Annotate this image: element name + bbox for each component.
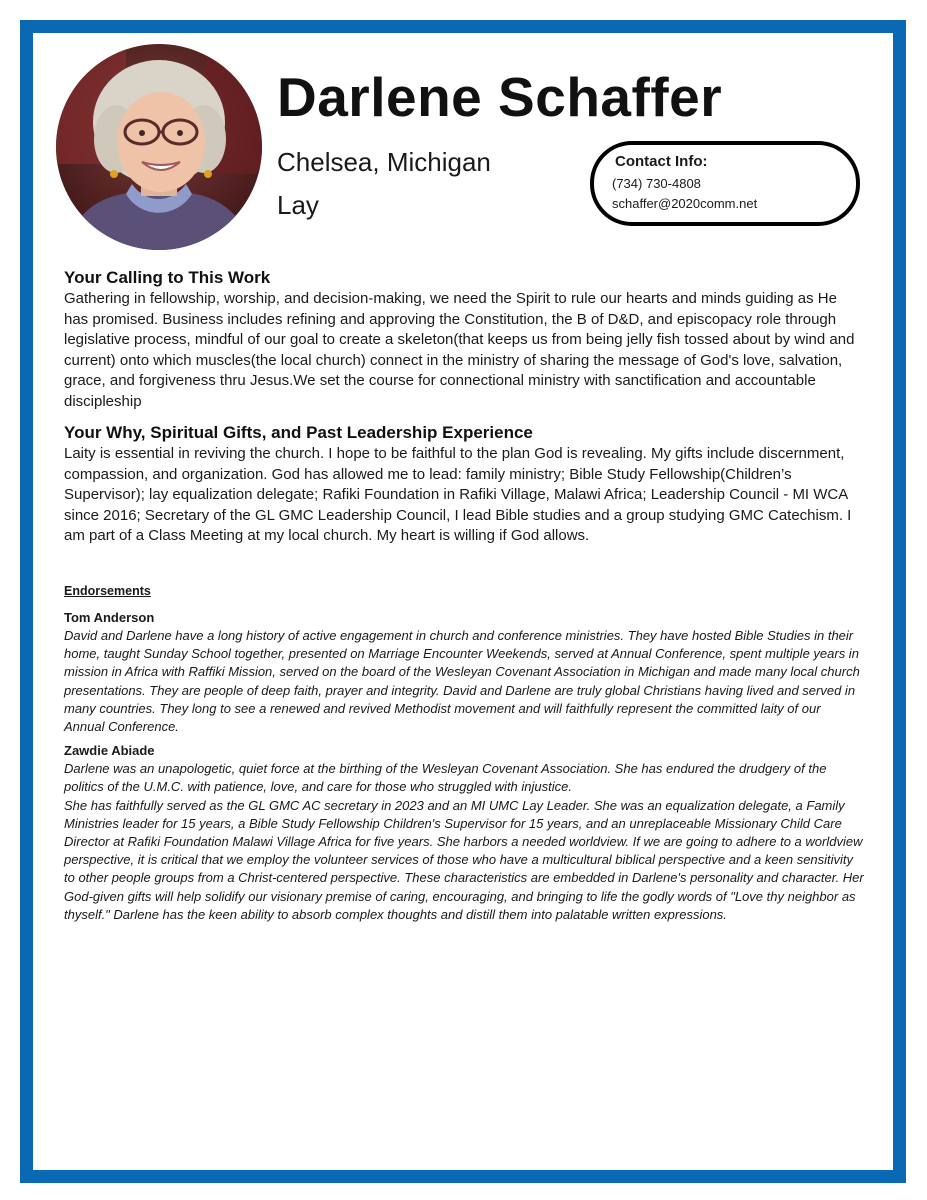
candidate-location: Chelsea, Michigan [277, 147, 491, 177]
endorsement-item [64, 742, 864, 924]
contact-info-box [590, 141, 860, 226]
endorser-name: Tom Anderson [64, 610, 155, 625]
profile-photo [56, 44, 262, 250]
why-text: Laity is essential in reviving the church. I hope to be faithful to the plan God is revealing. My gifts include discernment, compassion, and organization. God has allowed me to lead: family ministry; Bible Study Fellowship(Children’s Supervisor); lay equalization delegate; Rafiki Foundation in Rafiki Village, Malawi Africa; Leadership Council - MI WCA since 2016; Secretary of the GL GMC Leadership Council, I lead Bible studies and a group studying GMC Catechism. I am part of a Class Meeting at my local church. My heart is willing if God allows. [64, 445, 852, 544]
candidate-name: Darlene Schaffer [277, 66, 723, 128]
calling-heading: Your Calling to This Work [64, 268, 271, 287]
why-section [64, 422, 864, 547]
endorsement-item [64, 609, 864, 736]
contact-phone: (734) 730-4808 [612, 176, 701, 191]
calling-section [64, 267, 864, 412]
calling-text: Gathering in fellowship, worship, and decision-making, we need the Spirit to rule our hearts and minds guiding as He has promised. Business includes refining and approving the Constitution, the B of D&D, and episcopacy role through legislative process, mindful of our goal to create a skeleton(that keeps us from being jelly fish tossed about by wind and current) onto which muscles(the local church) connect in the ministry of sharing the message of God's love, salvation, grace, and forgiveness thru Jesus.We set the course for connectional ministry with sanctification and accountable discipleship [64, 290, 855, 410]
endorser-name: Zawdie Abiade [64, 743, 155, 759]
endorsement-text: Darlene was an unapologetic, quiet force at the birthing of the Wesleyan Covenant Association. She has endured the drudgery of the politics of the U.M.C. with patience, love, and care for those who struggled with injustice. [64, 761, 827, 795]
why-heading: Your Why, Spiritual Gifts, and Past Leadership Experience [64, 423, 533, 442]
contact-info-title: Contact Info: [615, 153, 708, 170]
endorsements-heading: Endorsements [64, 584, 151, 598]
candidate-role: Lay [277, 190, 319, 220]
contact-email: schaffer@2020comm.net [612, 196, 758, 211]
endorsement-text: David and Darlene have a long history of active engagement in church and conference ministries. They have hosted Bible Studies in their home, taught Sunday School together, presented on Marriage Encounter Weekends, served at Annual Conference, spent multiple years in mission in Africa with Raffiki Mission, served on the board of the Wesleyan Covenant Association in Michigan and made many local church presentations. They are people of deep faith, prayer and integrity. David and Darlene are truly global Christians having lived and served in many countries. They long to see a renewed and revived Methodist movement and will faithfully represent the committed laity of our Annual Conference. [64, 628, 860, 735]
endorsements-section [64, 583, 864, 930]
endorsement-text-continued: She has faithfully served as the GL GMC AC secretary in 2023 and an MI UMC Lay Leader. She was an equalization delegate, a Family Ministries leader for 15 years, a Bible Study Fellowship Children's Supervisor for 15 years, and an unreplaceable Missionary Child Care Director at Rafiki Foundation Malawi Village Africa for five years. She harbors a needed worldview. If we are going to adhere to a worldview perspective, it is critical that we employ the volunteer services of those who have a multicultural biblical perspective and a keen sensitivity to other people groups from a Christ-centered perspective. These characteristics are embedded in Darlene's personality and character. Her God-given gifts will help solidify our visionary premise of caring, encouraging, and bringing to life the godly words of "Love thy neighbor as thyself." Darlene has the keen ability to absorb complex thoughts and distill them into palatable written expressions. [64, 797, 864, 922]
